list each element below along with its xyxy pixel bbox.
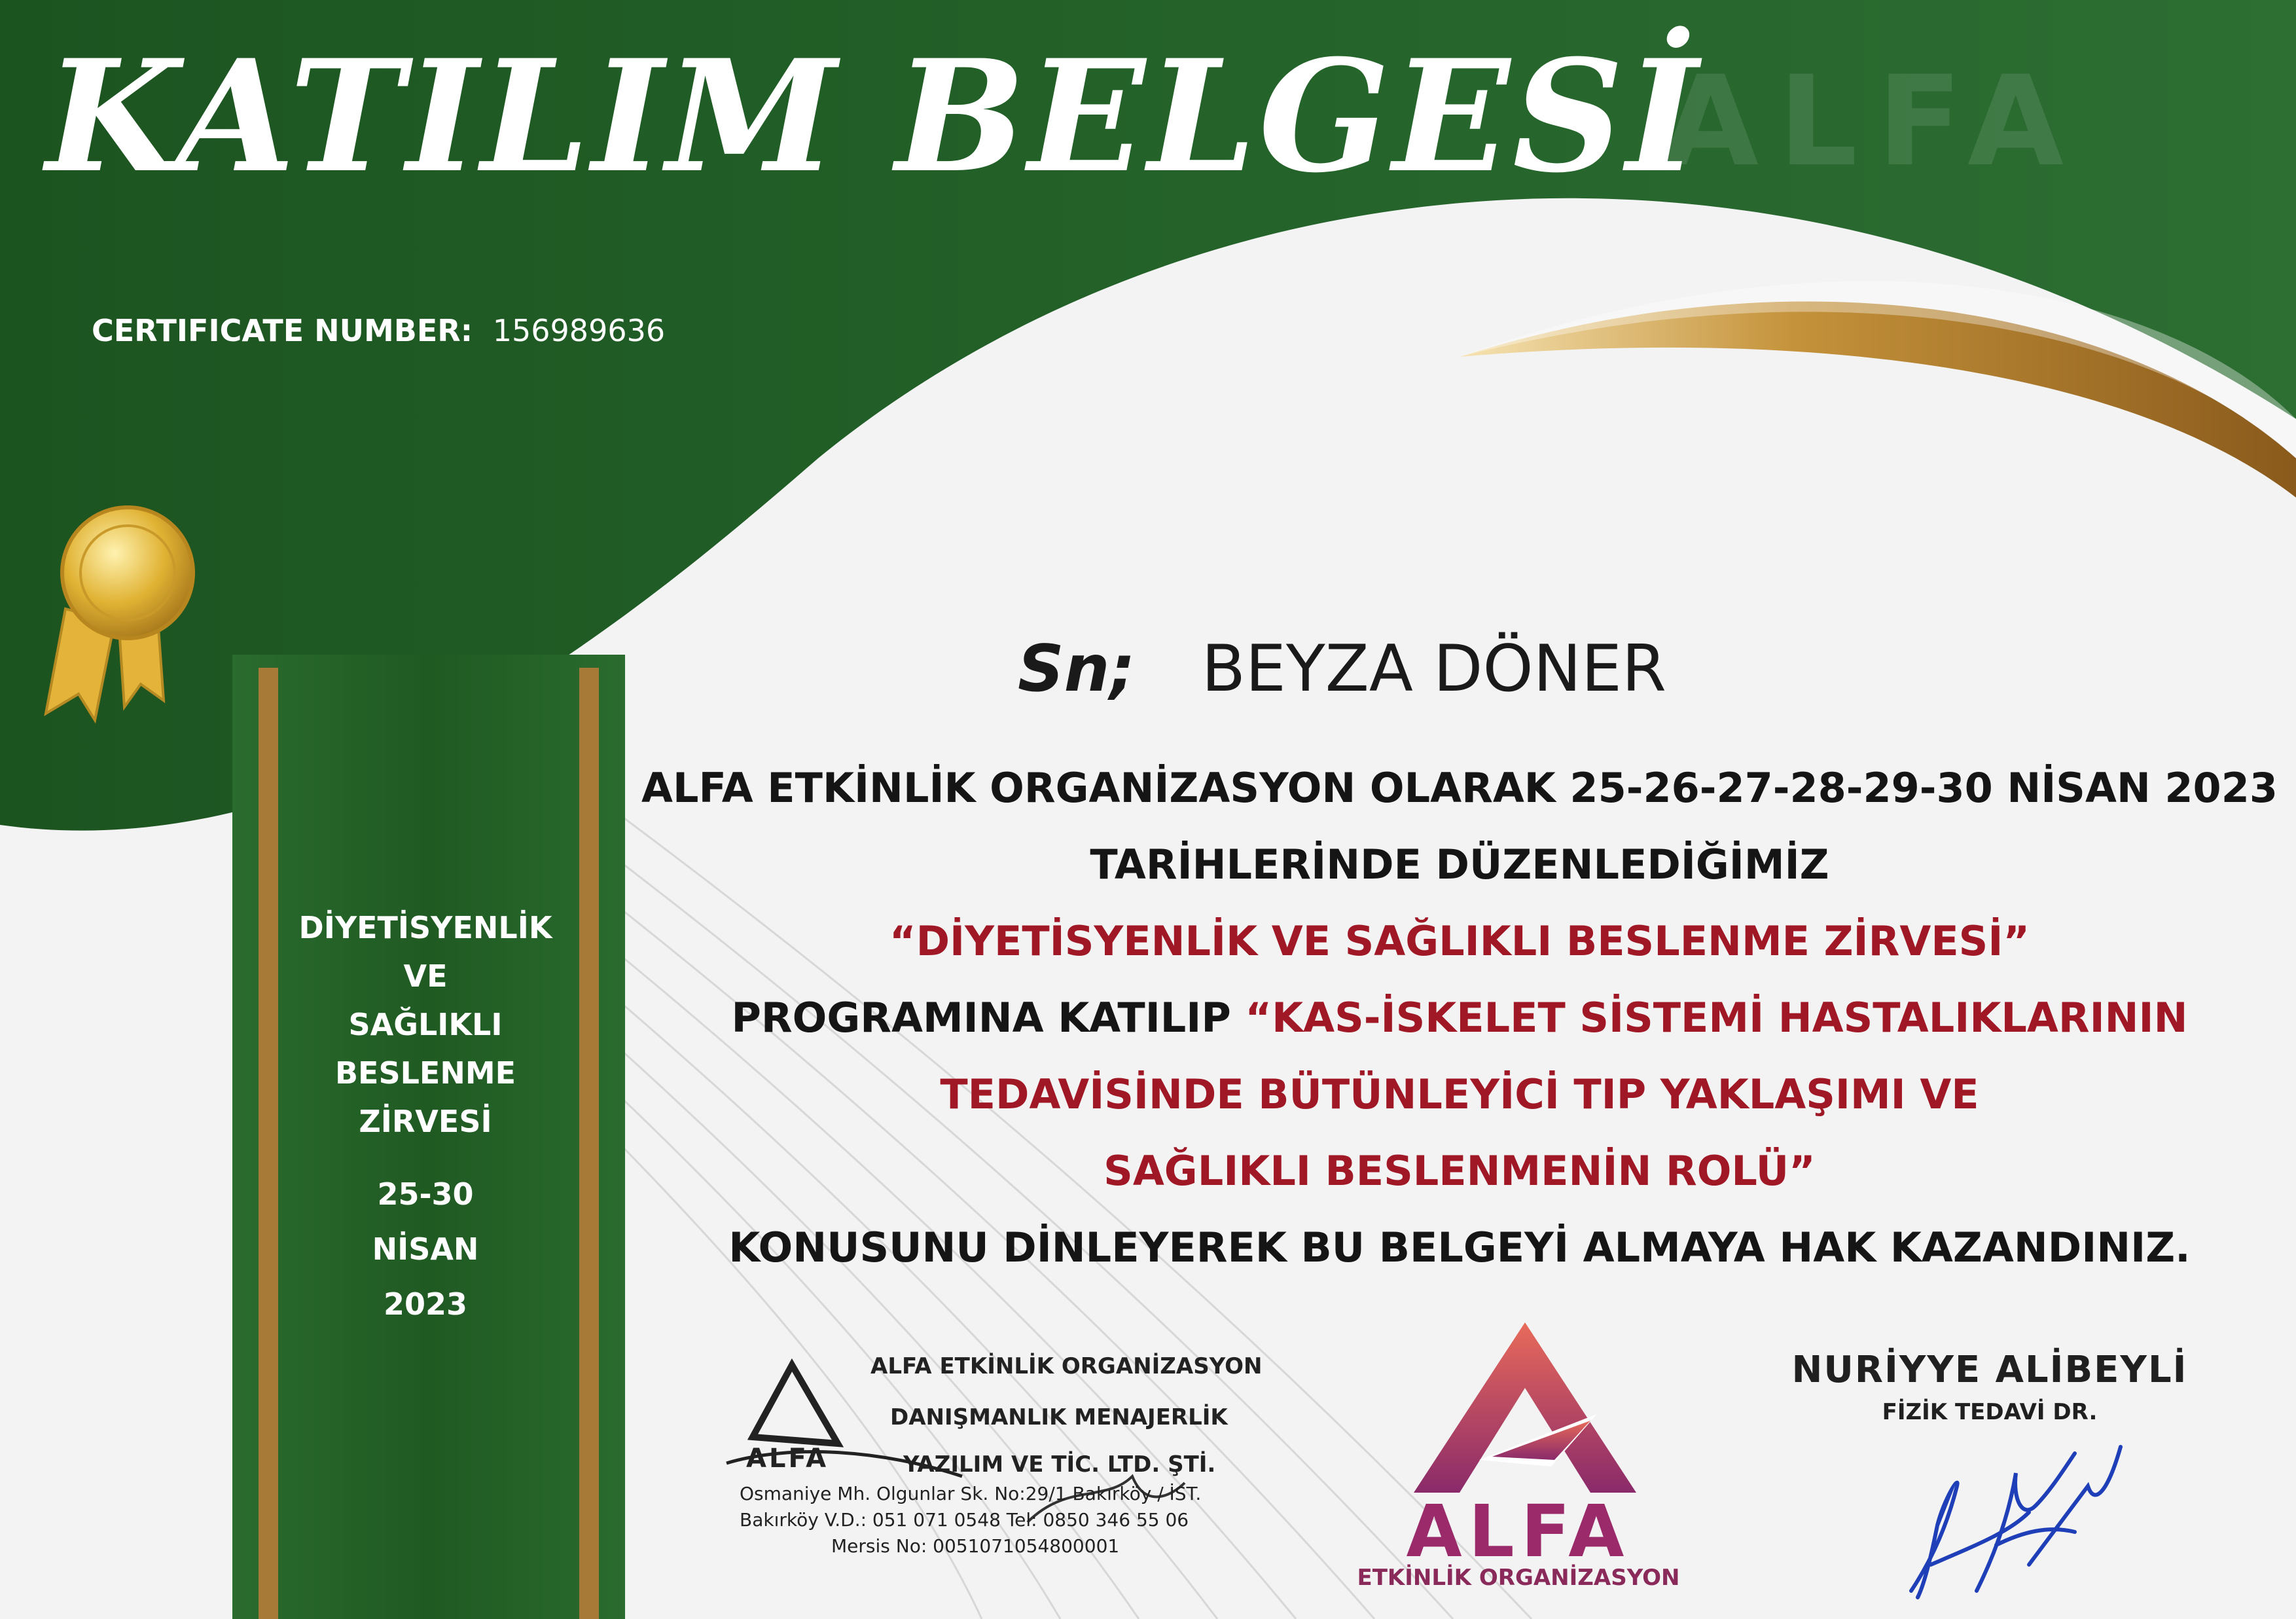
topic-title-part: TEDAVİSİNDE BÜTÜNLEYİCİ TIP YAKLAŞIMI VE [940,1070,1979,1118]
stamp-line: Bakırköy V.D.: 051 071 0548 Tel: 0850 346 55 06 [740,1509,1189,1531]
certificate-number [92,313,665,348]
alfa-logo-word: ALFA [1406,1489,1631,1573]
stamp-logo-text: ALFA [746,1444,829,1474]
body-line [628,979,2291,1056]
handwritten-signature [1898,1434,2134,1610]
event-title: “DİYETİSYENLİK VE SAĞLIKLI BESLENME ZİRVESİ” [889,917,2030,965]
side-line: DİYETİSYENLİK [298,910,552,945]
stamp-line: YAZILIM VE TİC. LTD. ŞTİ. [903,1451,1216,1478]
topic-title-part: “KAS-İSKELET SİSTEMİ HASTALIKLARININ [1245,994,2188,1042]
certificate-title: KATILIM BELGESİ [46,26,1701,207]
recipient-name: BEYZA DÖNER [1201,632,1666,706]
alfa-logo-subtitle: ETKİNLİK ORGANİZASYON [1357,1565,1680,1591]
side-date-line: NİSAN [372,1231,479,1267]
side-panel-event-name [262,903,589,1146]
recipient [1018,632,1666,706]
certificate-number-label: CERTIFICATE NUMBER: [92,313,473,348]
side-line: BESLENME [334,1055,516,1091]
stamp-line: ALFA ETKİNLİK ORGANİZASYON [870,1353,1263,1379]
body-line-part: PROGRAMINA KATILIP [731,994,1246,1042]
side-date-line: 25-30 [377,1176,474,1212]
side-line: VE [403,958,448,994]
certificate-body [628,750,2291,1286]
alfa-triangle-logo-icon [1401,1316,1649,1499]
signatory-title: FİZİK TEDAVİ DR. [1882,1399,2098,1425]
recipient-prefix: Sn; [1018,632,1136,706]
side-date-line: 2023 [383,1286,468,1322]
side-line: SAĞLIKLI [348,1007,503,1042]
stamp-line: Mersis No: 0051071054800001 [831,1535,1120,1557]
body-line: KONUSUNU DİNLEYEREK BU BELGEYİ ALMAYA HAK KAZANDINIZ. [728,1224,2191,1271]
body-line: TARİHLERİNDE DÜZENLEDİĞİMİZ [1090,841,1829,888]
side-panel-date [262,1167,589,1332]
body-line: ALFA ETKİNLİK ORGANİZASYON OLARAK 25-26-27-28-29-30 NİSAN 2023 [641,764,2278,812]
side-line: ZİRVESİ [359,1104,492,1139]
signatory-name: NURİYYE ALİBEYLİ [1791,1349,2188,1391]
stamp-line: Osmaniye Mh. Olgunlar Sk. No:29/1 Bakırköy / İST. [740,1483,1202,1504]
certificate-number-value: 156989636 [492,313,666,348]
stamp-line: DANIŞMANLIK MENAJERLİK [890,1404,1228,1430]
topic-title-part: SAĞLIKLI BESLENMENİN ROLÜ” [1103,1147,1816,1195]
alfa-watermark: ALFA [1662,49,2084,194]
